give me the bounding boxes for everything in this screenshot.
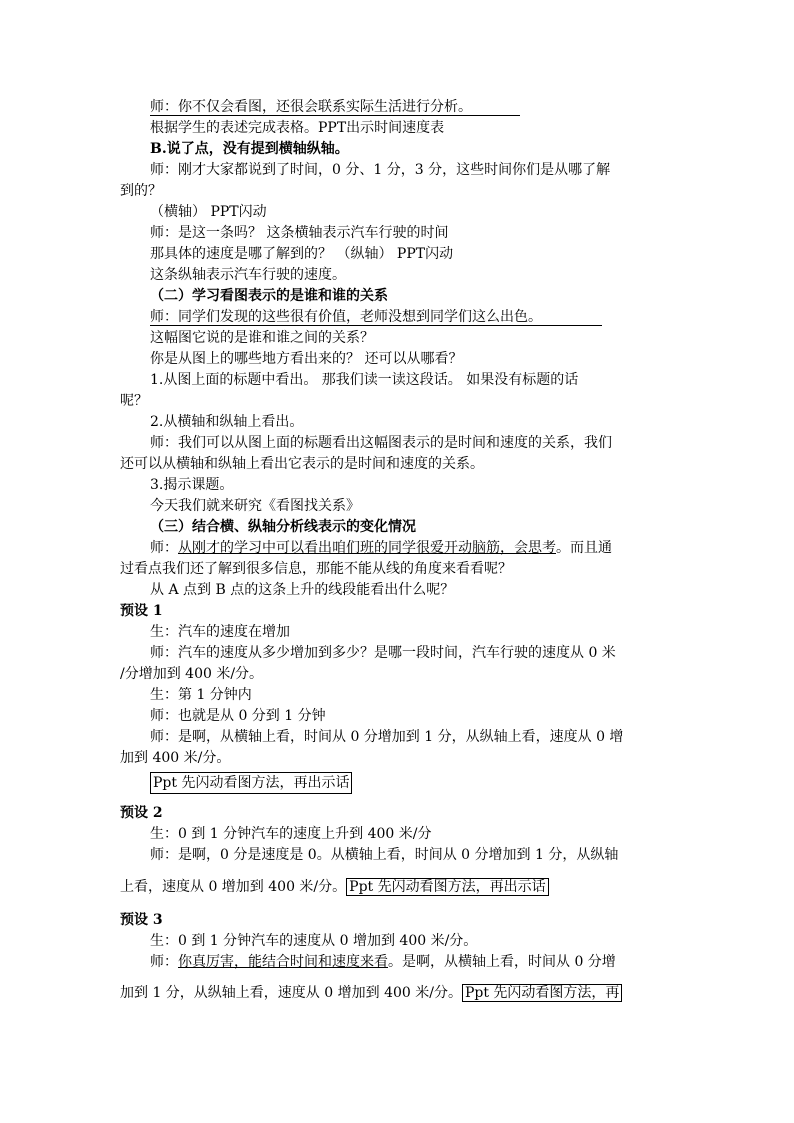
ppt-note-box: Ppt 先闪动看图方法，再出示话 [346,878,548,896]
text-line [150,952,616,972]
bold-heading: B.说了点，没有提到横轴纵轴。 [150,141,349,157]
text-line: 那具体的速度是哪了解到的？ （纵轴） PPT闪动 [150,246,454,262]
text-line: 师：是啊，0 分是速度是 0。从横轴上看，时间从 0 分增加到 1 分，从纵轴 [150,847,619,863]
text-line: 师：是这一条吗？ 这条横轴表示汽车行驶的时间 [150,225,449,241]
text-line: 你是从图上的哪些地方看出来的？ 还可以从哪看？ [150,351,463,367]
section-heading: （二）学习看图表示的是谁和谁的关系 [150,288,388,304]
text-line: 这条纵轴表示汽车行驶的速度。 [150,267,346,283]
text-line [120,983,622,1003]
text-span: 加到 1 分，从纵轴上看，速度从 0 增加到 400 米/分。 [120,985,462,1001]
text-span: 师： [150,540,178,556]
underline [150,325,602,326]
text-line: 3.揭示课题。 [150,477,234,493]
text-line [120,877,549,897]
preset-heading: 预设 3 [120,912,163,928]
text-line: 师：你不仅会看图，还很会联系实际生活进行分析。 [150,99,472,115]
text-line: 生：0 到 1 分钟汽车的速度上升到 400 米/分 [150,826,432,842]
text-line: 生：0 到 1 分钟汽车的速度从 0 增加到 400 米/分。 [150,933,478,949]
text-line: 师：汽车的速度从多少增加到多少？是哪一段时间，汽车行驶的速度从 0 米 [150,645,616,661]
preset-heading: 预设 2 [120,805,163,821]
text-line: 根据学生的表述完成表格。PPT出示时间速度表 [150,120,445,136]
text-span: 师： [150,954,178,970]
text-line [150,538,612,558]
text-line: 加到 400 米/分。 [120,750,231,766]
text-line: 师：同学们发现的这些很有价值，老师没想到同学们这么出色。 [150,309,542,325]
text-line: 过看点我们还了解到很多信息，那能不能从线的角度来看看呢？ [120,561,512,577]
text-line: 师：刚才大家都说到了时间，0 分、1 分，3 分，这些时间你们是从哪了解 [150,162,611,178]
text-line: 呢？ [120,393,148,409]
text-line: 师：也就是从 0 分到 1 分钟 [150,708,326,724]
text-line: 今天我们就来研究《看图找关系》 [150,498,360,514]
text-line: 师：是啊，从横轴上看，时间从 0 分增加到 1 分，从纵轴上看，速度从 0 增 [150,729,624,745]
section-heading: （三）结合横、纵轴分析线表示的变化情况 [150,519,416,535]
text-span: 上看，速度从 0 增加到 400 米/分。 [120,879,347,895]
text-line: 从 A 点到 B 点的这条上升的线段能看出什么呢？ [150,582,455,598]
underline [150,115,520,116]
text-line: 这幅图它说的是谁和谁之间的关系？ [150,330,374,346]
text-line: /分增加到 400 米/分。 [120,666,264,682]
text-line: 到的？ [120,183,162,199]
text-line: 1.从图上面的标题中看出。 那我们读一读这段话。 如果没有标题的话 [150,372,579,388]
text-span: 。而且通 [556,540,612,556]
text-span: 。是啊，从横轴上看，时间从 0 分增 [388,954,616,970]
ppt-note-box: Ppt 先闪动看图方法，再出示话 [150,772,352,794]
text-line: 生：第 1 分钟内 [150,687,252,703]
text-line: 还可以从横轴和纵轴上看出它表示的是时间和速度的关系。 [120,456,484,472]
text-line: 2.从横轴和纵轴上看出。 [150,414,304,430]
underlined-span: 从刚才的学习中可以看出咱们班的同学很爱开动脑筋，会思考 [178,540,556,556]
text-line: （横轴） PPT闪动 [150,204,267,220]
ppt-note-box: Ppt 先闪动看图方法，再 [462,984,622,1002]
text-line: 师：我们可以从图上面的标题看出这幅图表示的是时间和速度的关系，我们 [150,435,612,451]
underlined-span: 你真厉害，能结合时间和速度来看 [178,954,388,970]
preset-heading: 预设 1 [120,603,163,619]
text-line: 生：汽车的速度在增加 [150,624,290,640]
